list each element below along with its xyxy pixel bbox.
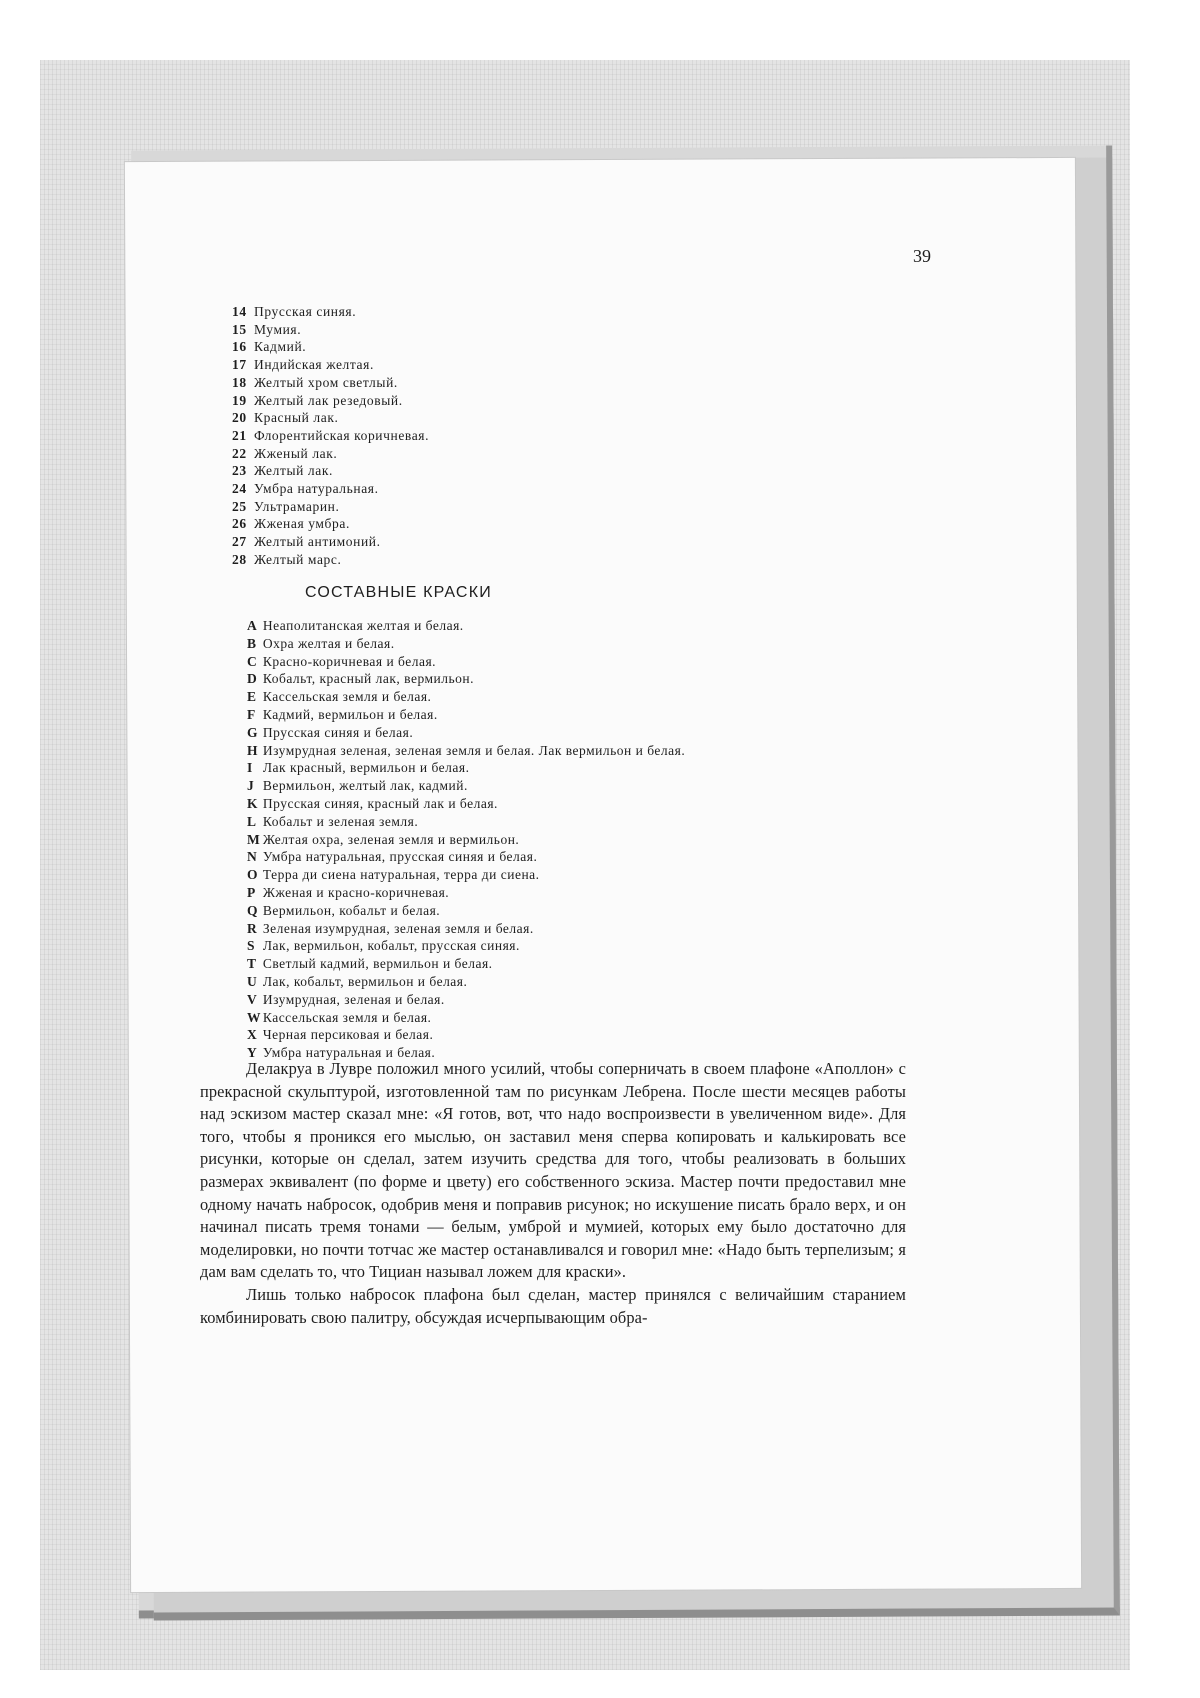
list-item: N Умбра натуральная, прусская синяя и белая. [247,849,538,865]
list-item: 18 Желтый хром светлый. [232,374,398,390]
list-item: 24 Умбра натуральная. [232,481,379,497]
list-item: F Кадмий, вермильон и белая. [247,706,438,722]
list-item: G Прусская синяя и белая. [247,724,414,740]
mixture-list [247,617,685,1062]
list-item: V Изумрудная, зеленая и белая. [247,991,445,1007]
list-item: S Лак, вермильон, кобальт, прусская синяя. [247,938,520,954]
list-item: A Неаполитанская желтая и белая. [247,618,464,633]
list-item: X Черная персиковая и белая. [247,1027,434,1043]
list-item: 28 Желтый марс. [232,551,342,567]
list-item: Q Вермильон, кобальт и белая. [247,902,441,918]
list-item: L Кобальт и зеленая земля. [247,813,419,829]
list-item: 25 Ультрамарин. [232,498,340,514]
list-item: I Лак красный, вермильон и белая. [247,760,470,776]
paragraph: Лишь только набросок плафона был сделан, мастер принялся с величайшим старанием комбинировать свою палитру, обсуждая исчерпывающим обра- [200,1284,906,1327]
list-item: Y Умбра натуральная и белая. [247,1045,436,1061]
list-item: H Изумрудная зеленая, зеленая земля и белая. Лак вермильон и белая. [247,742,686,758]
list-item: 22 Жженый лак. [232,445,338,461]
list-item: O Терра ди сиена натуральная, терра ди сиена. [247,867,540,883]
list-item: U Лак, кобальт, вермильон и белая. [247,973,468,989]
pigment-list [232,303,429,569]
list-item: 20 Красный лак. [232,410,339,426]
list-item: 19 Желтый лак резедовый. [232,392,403,408]
list-item: J Вермильон, желтый лак, кадмий. [247,778,468,794]
list-item: K Прусская синяя, красный лак и белая. [247,795,498,811]
list-item: 15 Мумия. [232,321,302,337]
list-item: 16 Кадмий. [232,339,307,355]
list-item: D Кобальт, красный лак, вермильон. [247,671,475,687]
list-item: E Кассельская земля и белая. [247,689,432,705]
list-item: 27 Желтый антимоний. [232,534,381,550]
list-item: 14 Прусская синяя. [232,304,357,319]
list-item: M Желтая охра, зеленая земля и вермильон. [247,831,520,847]
list-item: 21 Флорентийская коричневая. [232,427,430,443]
list-item: R Зеленая изумрудная, зеленая земля и белая. [247,920,534,936]
list-item: T Светлый кадмий, вермильон и белая. [247,956,493,972]
list-item: P Жженая и красно-коричневая. [247,884,450,900]
list-item: B Охра желтая и белая. [247,635,395,651]
list-item: 17 Индийская желтая. [232,357,374,373]
list-item: C Красно-коричневая и белая. [247,653,437,669]
body-text [200,1058,906,1329]
list-item: W Кассельская земля и белая. [247,1009,432,1025]
page-number: 39 [913,246,931,266]
list-item: 26 Жженая умбра. [232,516,350,532]
list-item: 23 Желтый лак. [232,463,333,479]
section-title: СОСТАВНЫЕ КРАСКИ [305,584,492,601]
paragraph: Делакруа в Лувре положил много усилий, чтобы соперничать в своем плафоне «Аполлон» с прекрасной скульптурой, изготовленной там по рисункам Лебрена. После шести месяцев работы над эскизом мастер сказал мне: «Я готов, вот, что надо воспроизвести в увеличенном виде». Для того, чтобы я проникся его мыслью, он заставил меня сперва копировать и калькировать все рисунки, которые он сделал, затем изучить средства для того, чтобы реализовать в больших размерах эквивалент (по форме и цвету) его собственного эскиза. Мастер почти предоставил мне одному начать набросок, одобрив меня и поправив рисунок; но искушение писать брало верх, и он начинал писать тремя тонами — белым, умброй и мумией, которых ему было достаточно для моделировки, но почти тотчас же мастер останавливался и говорил мне: «Надо быть терпелизым; я дам вам сделать то, что Тициан называл ложем для краски». [200,1059,906,1282]
